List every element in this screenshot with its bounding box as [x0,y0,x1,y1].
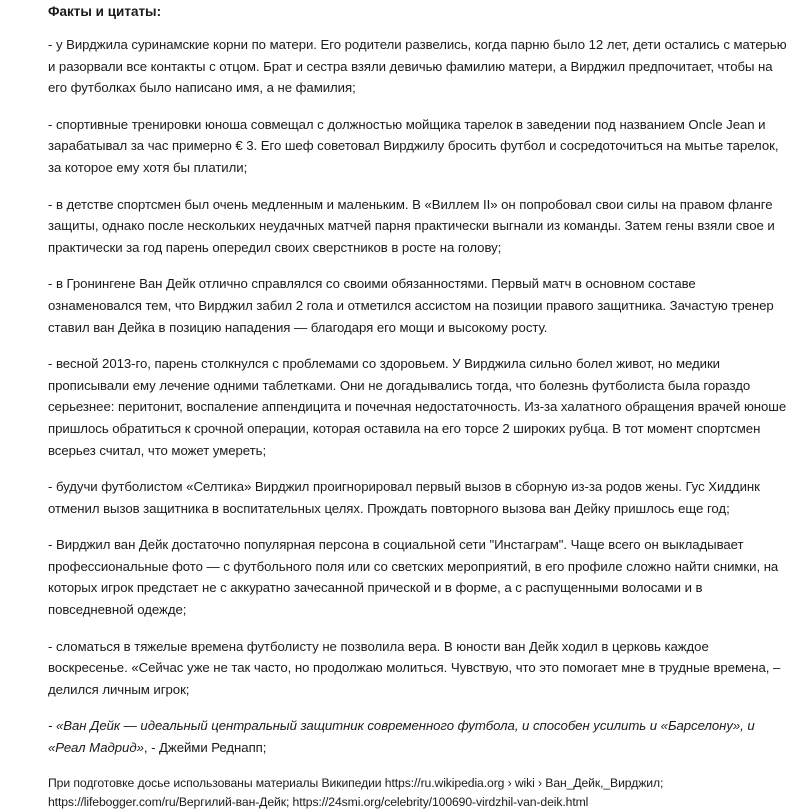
document-body [48,0,788,812]
fact-faith: - сломаться в тяжелые времена футболисту не позволила вера. В юности ван Дейк ходил в церковь каждое воскресенье. «Сейчас уже не так часто, но продолжаю молиться. Чувствую, что это помогает мне в трудные времена, – делился личным игрок; [48,638,781,697]
section-heading: Факты и цитаты: [48,4,162,19]
fact-roots: - у Вирджила суринамские корни по матери. Его родители развелись, когда парню было 12 лет, дети остались с матерью и разорвали все контакты с отцом. Брат и сестра взяли девичью фамилию матери, а Вирджил предпочитает, чтобы на его футболках было написано имя, а не фамилия; [48,37,787,96]
sources-line-1: При подготовке досье использованы материалы Википедии https://ru.wikipedia.org › wiki › Ван_Дейк,_Вирджил; [48,775,664,790]
fact-dishwasher: - спортивные тренировки юноша совмещал с должностью мойщика тарелок в заведении под названием Oncle Jean и зарабатывал за час примерно € 3. Его шеф советовал Вирджилу бросить футбол и сосредоточиться на мытье тарелок, за которое ему хотя бы платили; [48,116,779,175]
quote-author: , - Джейми Реднапп; [143,740,267,756]
sources-line-2: https://lifebogger.com/ru/Вергилий-ван-Дейк; https://24smi.org/celebrity/100690-virdzhil-van-deik.html [48,794,589,809]
fact-groningen: - в Гронингене Ван Дейк отлично справлялся со своими обязанностями. Первый матч в основном составе ознаменовался тем, что Вирджил забил 2 гола и отметился ассистом на позиции правого защитника. Зачастую тренер ставил ван Дейка в позицию нападения — благодаря его мощи и высокому росту. [48,276,774,335]
fact-instagram: - Вирджил ван Дейк достаточно популярная персона в социальной сети "Инстаграм". Чаще всего он выкладывает профессиональные фото — с футбольного поля или со светских мероприятий, в его профиле сложно найти снимки, на которых игрок предстает не с аккуратно зачесанной прической и в форме, а с распущенными волосами и в повседневной одежде; [48,537,779,618]
quote-redknapp [48,715,788,758]
sources-note [48,774,788,812]
fact-health: - весной 2013-го, парень столкнулся с проблемами со здоровьем. У Вирджила сильно болел живот, но медики прописывали ему лечение одними таблетками. Они не догадывались тогда, что болезнь футболиста была гораздо серьезнее: перитонит, воспаление аппендицита и почечная недостаточность. Из-за халатного обращения врачей юноше пришлось обратиться к срочной операции, которая оставила на его торсе 2 широких рубца. В тот момент спортсмен всерьез считал, что может умереть; [48,356,787,458]
fact-celtic: - будучи футболистом «Селтика» Вирджил проигнорировал первый вызов в сборную из-за родов жены. Гус Хиддинк отменил вызов защитника в воспитательных целях. Прождать повторного вызова ван Дейку пришлось еще год; [48,479,760,516]
quote-text: - «Ван Дейк — идеальный центральный защитник современного футбола, и способен усилить и «Барселону», и «Реал Мадрид» [48,718,755,756]
fact-childhood: - в детстве спортсмен был очень медленным и маленьким. В «Виллем II» он попробовал свои силы на правом фланге защиты, однако после нескольких неудачных матчей парня практически выгнали из команды. Затем гены взяли свое и практически за год парень опередил своих сверстников в росте на голову; [48,196,775,255]
